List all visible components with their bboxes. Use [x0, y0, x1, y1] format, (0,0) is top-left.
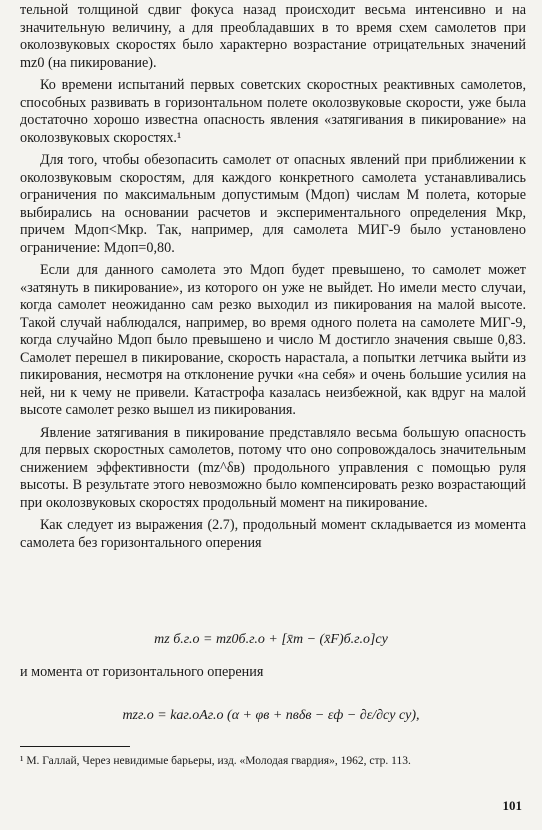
formula-moment-without-tail: mz б.г.о = mz0б.г.о + [x̄т − (x̄F)б.г.о]cy — [154, 632, 388, 647]
paragraph-1: тельной толщиной сдвиг фокуса назад происходит весьма интенсивно и на значительную величину, а для преобладавших в то время схем самолетов при околозвуковых скоростях было характерно возрастание отрицательных значений mz0 (на пикирование). — [20, 2, 526, 71]
body-text — [20, 2, 526, 557]
paragraph-2: Ко времени испытаний первых советских скоростных реактивных самолетов, способных развивать в горизонтальном полете околозвуковые скорости, уже была достаточно хорошо известна опасность явления «затягивания в пикирование» на околозвуковых скоростях.¹ — [20, 77, 526, 146]
paragraph-4: Если для данного самолета это Mдоп будет превышено, то самолет может «затянуть в пикирование», из которого он уже не выйдет. Но имели место случаи, когда самолет неожиданно сам резко выходил из пикирования на малой высоте. Такой случай наблюдался, например, во время одного полета на самолете МИГ-9, когда случайно Mдоп было превышено и число M достигло значения свыше 0,83. Самолет перешел в пикирование, скорость нарастала, а попытки летчика выйти из пикирования, несмотря на отклонение ручки «на себя» и очень большие усилия на ней, ни к чему не привели. Катастрофа казалась неизбежной, как вдруг на малой высоте самолет резко вышел из пикирования. — [20, 262, 526, 418]
footnote: ¹ М. Галлай, Через невидимые барьеры, изд. «Молодая гвардия», 1962, стр. 113. — [20, 755, 411, 767]
formula-tail-moment: mzг.о = kaг.оAг.о (α + φв + nвδв − εф − ∂ε/∂cy cy), — [122, 708, 420, 723]
footnote-divider — [20, 746, 130, 747]
and-text: и момента от горизонтального оперения — [20, 664, 264, 680]
paragraph-6: Как следует из выражения (2.7), продольный момент складывается из момента самолета без горизонтального оперения — [20, 517, 526, 551]
paragraph-3: Для того, чтобы обезопасить самолет от опасных явлений при приближении к околозвуковым скоростям, для каждого конкретного самолета устанавливались ограничения по максимальным допустимым (Mдоп) числам M полета, которые выбирались на основании расчетов и экспериментального определения Mкр, причем Mдоп<Mкр. Так, например, для самолета МИГ-9 было установлено ограничение: Mдоп=0,80. — [20, 152, 526, 256]
paragraph-5: Явление затягивания в пикирование представляло весьма большую опасность для первых скоростных самолетов, потому что оно сопровождалось значительным снижением эффективности (mz^δв) продольного управления с помощью руля высоты. В результате этого невозможно было компенсировать резко возрастающий при околозвуковых скоростях продольный момент на пикирование. — [20, 424, 526, 511]
page-number: 101 — [502, 798, 522, 813]
